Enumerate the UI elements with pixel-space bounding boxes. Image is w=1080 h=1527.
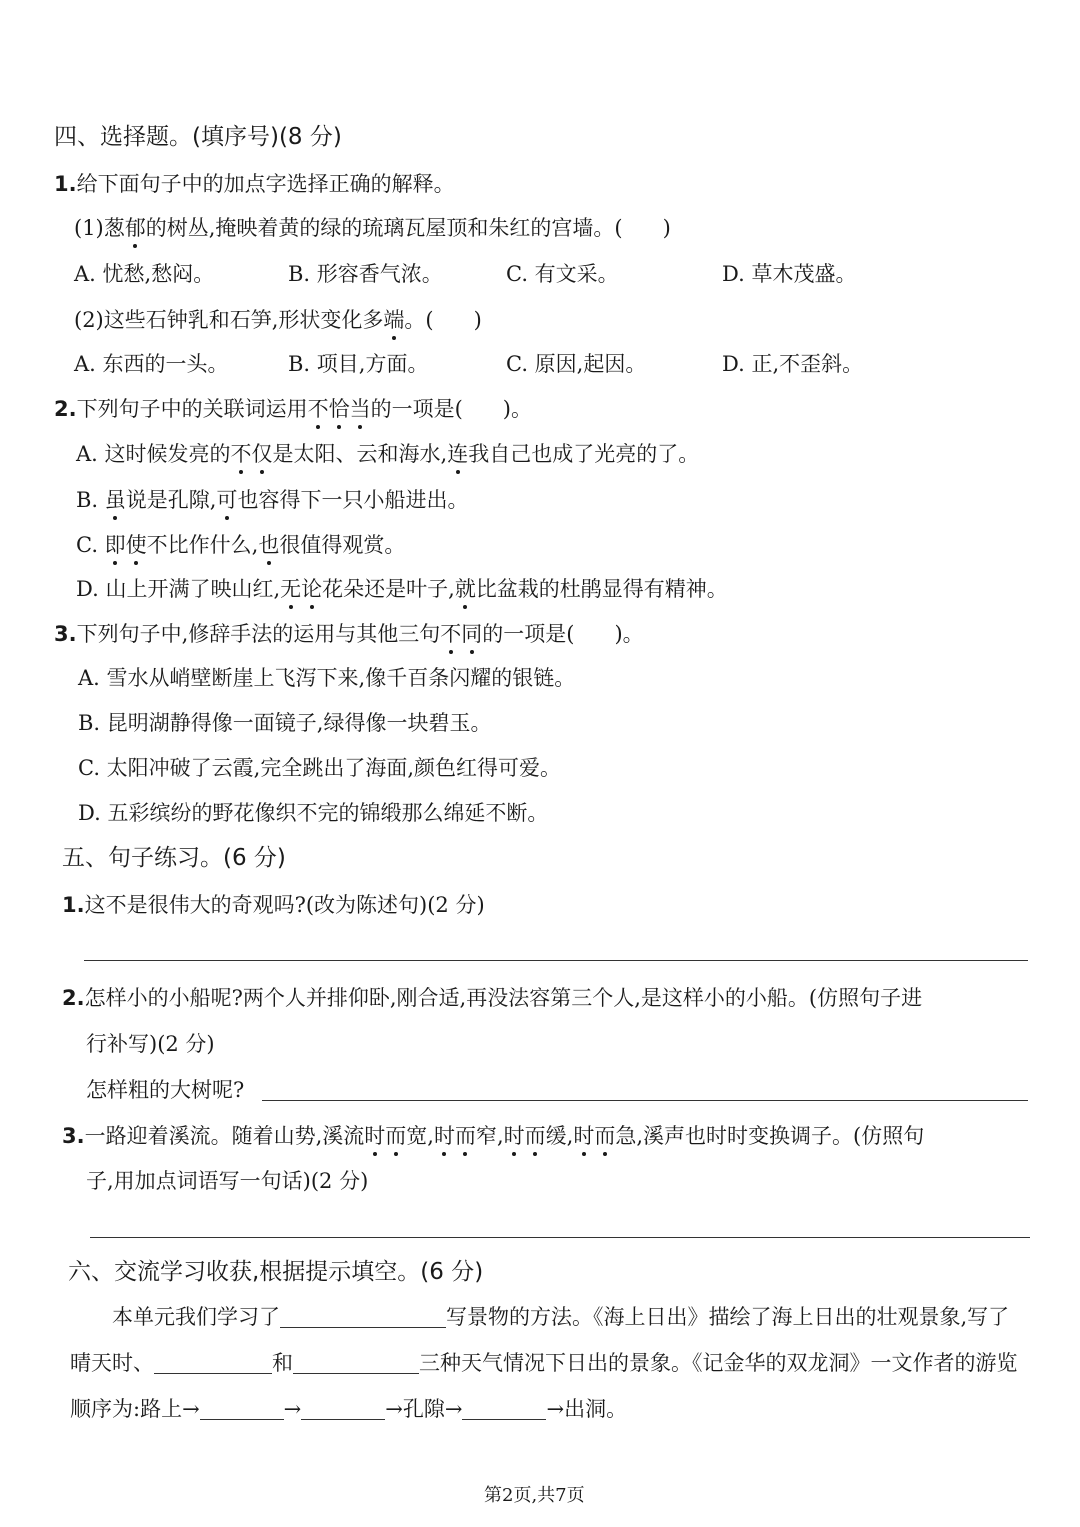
s4-q1-sub1-option-a: A. 忧愁,愁闷。 [74,262,215,286]
s4-q1-sub2-option-c: C. 原因,起因。 [506,352,647,376]
question-text: 的一项是( [370,397,463,421]
option-text: 花朵还是叶子, [322,577,455,601]
dotted-char: 同 [461,622,483,646]
sub1-text-pre: (1)葱 [74,216,125,240]
s4-q2-option-a [76,444,699,465]
option-text: B. [76,488,105,512]
dotted-char: 而 [524,1124,546,1148]
question-text: 这不是很伟大的奇观吗?(改为陈述句)(2 分) [84,893,485,917]
dotted-char: 就 [454,577,476,601]
fill-blank[interactable] [154,1353,272,1374]
s4-q2-option-c [76,535,405,556]
fill-text: 顺序为:路上→ [70,1397,200,1421]
question-number: 1. [54,172,77,196]
question-number: 2. [62,986,85,1010]
s4-q2-option-d [76,579,728,600]
dotted-char: 时 [503,1124,525,1148]
question-text: 的一项是( [482,622,575,646]
s4-q3-stem [54,624,644,645]
fill-text: →孔隙→ [385,1397,463,1421]
fill-blank[interactable] [200,1399,284,1420]
fill-blank[interactable] [462,1399,546,1420]
fill-text: 晴天时、 [70,1351,154,1375]
section4-title: 四、选择题。(填序号)(8 分) [54,124,342,150]
option-text: A. 这时候发亮的 [76,442,231,466]
question-text: 宽, [406,1124,434,1148]
dotted-char: 使 [125,533,147,557]
dotted-char: 虽 [104,488,126,512]
dotted-char: 而 [385,1124,407,1148]
answer-line[interactable] [84,960,1028,961]
sub1-text-post: 的树丛,掩映着黄的绿的琉璃瓦屋顶和朱红的宫墙。( [145,216,623,240]
fill-text: → [283,1397,302,1421]
s4-q3-option-a: A. 雪水从峭壁断崖上飞泻下来,像千百条闪耀的银链。 [78,666,576,690]
question-text: 怎样小的小船呢?两个人并排仰卧,刚合适,再没法容第三个人,是这样小的小船。(仿照句子进 [84,986,923,1010]
s5-q2-prompt: 怎样粗的大树呢? [86,1078,245,1102]
paren-close: )。 [614,622,644,646]
dotted-char: 即 [104,533,126,557]
fill-text: 三种天气情况下日出的景象。《记金华的双龙洞》一文作者的游览 [419,1351,1018,1375]
option-text: D. 山上开满了映山红, [76,577,281,601]
fill-blank[interactable] [293,1353,419,1374]
s5-q1 [62,895,485,916]
dotted-char: 不 [307,397,329,421]
section6-title: 六、交流学习收获,根据提示填空。(6 分) [68,1259,484,1285]
fill-blank[interactable] [280,1307,446,1328]
s5-q2-line1 [62,988,922,1009]
option-text: 说是孔隙, [125,488,217,512]
option-text: 是太阳、云和海水, [272,442,448,466]
s5-q2-line2: 行补写)(2 分) [86,1032,215,1056]
dotted-char: 而 [454,1124,476,1148]
page-number: 第2页,共7页 [484,1485,585,1506]
option-text: 也容得下一只小船进出。 [237,488,469,512]
s5-q3-line1 [62,1126,924,1147]
s4-q1-sub2-option-b: B. 项目,方面。 [288,352,429,376]
dotted-char: 不 [440,622,462,646]
fill-text: 写景物的方法。《海上日出》描绘了海上日出的壮观景象,写了 [446,1305,1010,1329]
s4-q1-sub1-option-b: B. 形容香气浓。 [288,262,443,286]
fill-text: →出洞。 [546,1397,628,1421]
dotted-char: 也 [258,533,280,557]
dotted-char: 端 [383,308,405,332]
question-text: 缓, [545,1124,574,1148]
dotted-char: 连 [447,442,469,466]
option-text: 不比作什么, [146,533,259,557]
dotted-char: 仅 [251,442,273,466]
s6-line2 [70,1353,1018,1374]
dotted-char: 无 [280,577,302,601]
s6-line3 [70,1399,627,1420]
question-number: 1. [62,893,85,917]
fill-text: 本单元我们学习了 [112,1305,280,1329]
question-text: 急,溪声也时时变换调子。(仿照句 [615,1124,925,1148]
dotted-char: 当 [349,397,371,421]
s4-q1-sub1-option-c: C. 有文采。 [506,262,619,286]
question-number: 3. [62,1124,85,1148]
s4-q1-sub1 [74,218,671,239]
option-text: 比盆栽的杜鹃显得有精神。 [475,577,728,601]
option-text: 很值得观赏。 [279,533,406,557]
dotted-char: 恰 [328,397,350,421]
sub2-text-post: 。( [404,308,434,332]
s4-q1-sub2-option-d: D. 正,不歪斜。 [722,352,864,376]
dotted-char: 不 [230,442,252,466]
s4-q3-option-d: D. 五彩缤纷的野花像织不完的锦缎那么绵延不断。 [78,801,549,825]
answer-line[interactable] [262,1100,1028,1101]
dotted-char: 时 [573,1124,595,1148]
s4-q1-stem [54,174,455,195]
dotted-char: 郁 [124,216,146,240]
option-text: C. [76,533,105,557]
s4-q3-option-c: C. 太阳冲破了云霞,完全跳出了海面,颜色红得可爱。 [78,756,562,780]
paren-close: ) [473,308,482,332]
fill-blank[interactable] [301,1399,385,1420]
question-number: 2. [54,397,77,421]
s4-q3-option-b: B. 昆明湖静得像一面镜子,绿得像一块碧玉。 [78,711,492,735]
s4-q2-option-b [76,490,468,511]
sub2-text-pre: (2)这些石钟乳和石笋,形状变化多 [74,308,384,332]
paren-close: )。 [502,397,532,421]
paren-close: ) [662,216,671,240]
s4-q1-sub2 [74,310,482,331]
fill-text: 和 [272,1351,293,1375]
question-text: 下列句子中,修辞手法的运用与其他三句 [76,622,441,646]
dotted-char: 论 [301,577,323,601]
question-text: 一路迎着溪流。随着山势,溪流 [84,1124,365,1148]
s6-line1 [112,1307,1009,1328]
answer-line[interactable] [90,1237,1030,1238]
question-number: 3. [54,622,77,646]
dotted-char: 时 [364,1124,386,1148]
s4-q1-sub1-option-d: D. 草木茂盛。 [722,262,857,286]
option-text: 我自己也成了光亮的了。 [468,442,700,466]
s4-q2-stem [54,399,532,420]
dotted-char: 可 [216,488,238,512]
question-text: 给下面句子中的加点字选择正确的解释。 [76,172,455,196]
s5-q3-line2: 子,用加点词语写一句话)(2 分) [86,1169,369,1193]
section5-title: 五、句子练习。(6 分) [62,845,286,871]
question-text: 下列句子中的关联词运用 [76,397,308,421]
dotted-char: 而 [594,1124,616,1148]
question-text: 窄, [475,1124,504,1148]
dotted-char: 时 [433,1124,455,1148]
s4-q1-sub2-option-a: A. 东西的一头。 [74,352,229,376]
